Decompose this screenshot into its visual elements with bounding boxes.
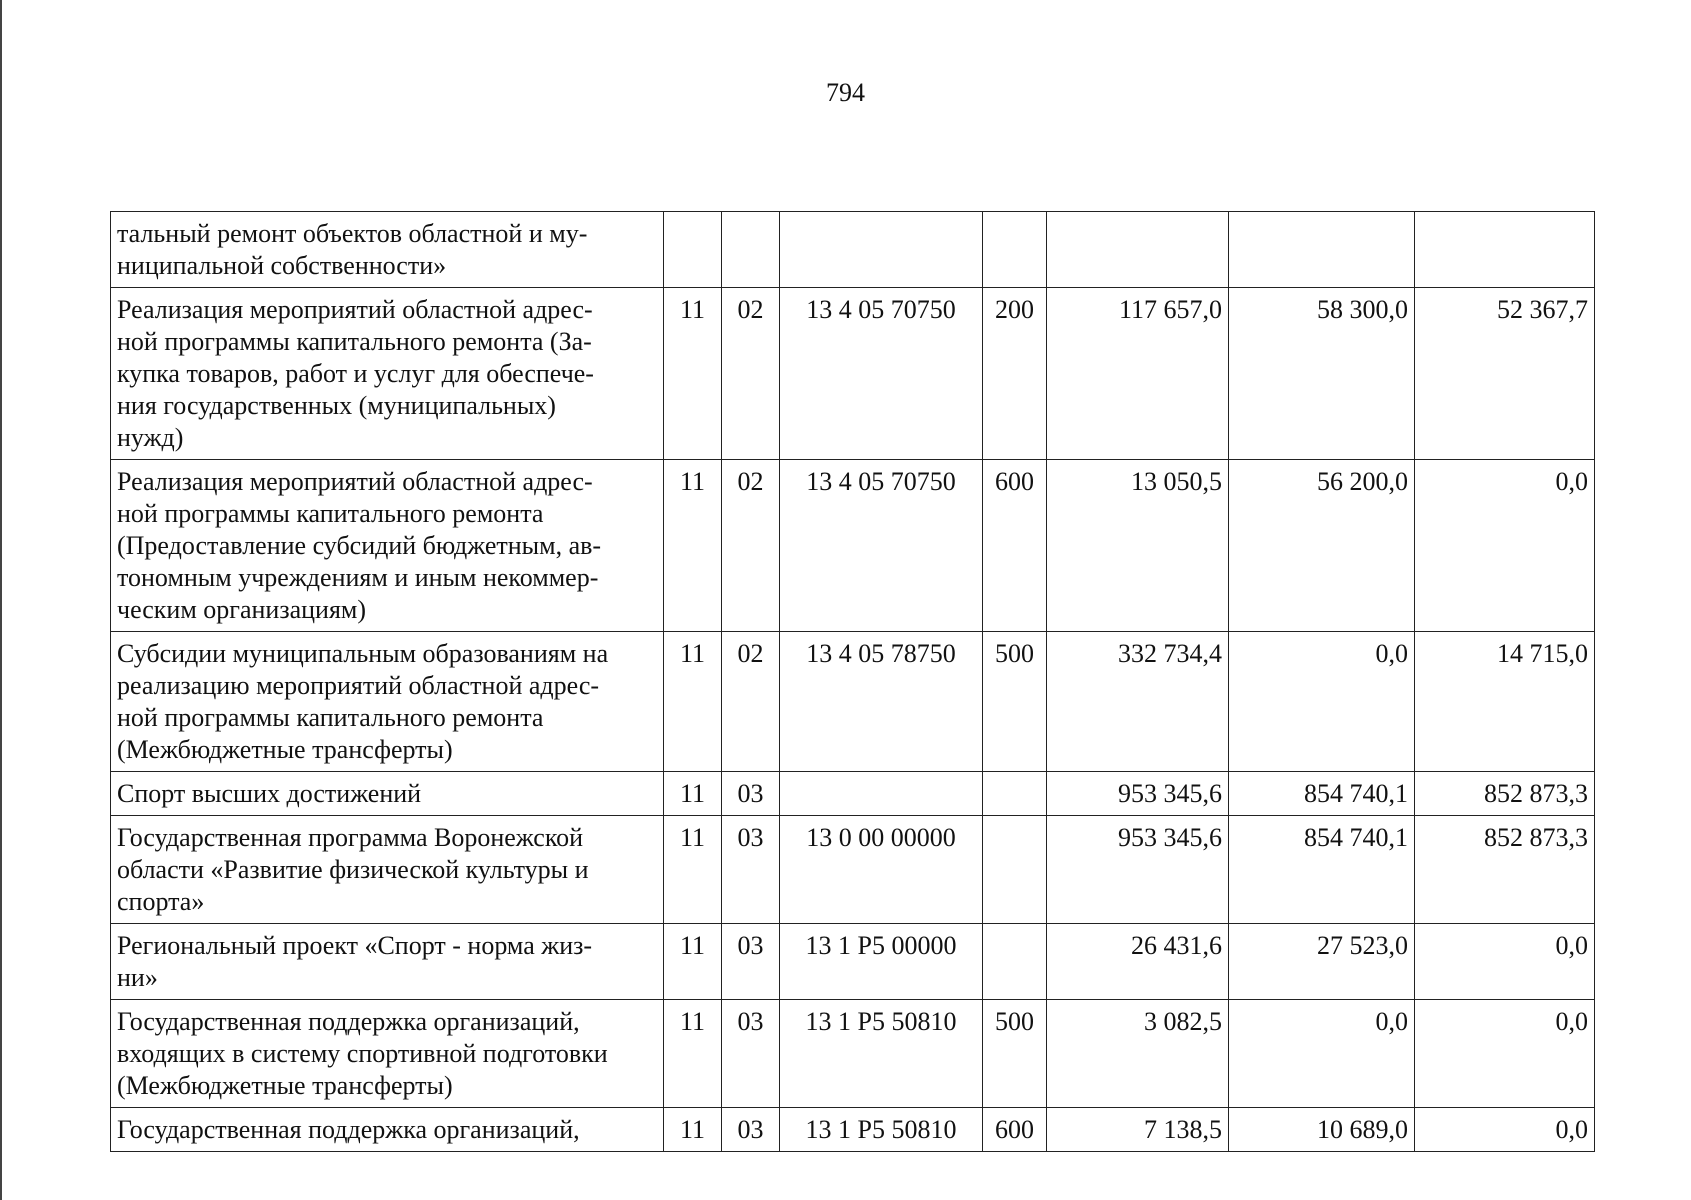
page-number: 794	[826, 78, 865, 107]
cell-target-article: 13 4 05 78750	[780, 632, 983, 772]
cell-expense-type: 500	[983, 1000, 1047, 1108]
cell-amount-year3: 852 873,3	[1415, 816, 1595, 924]
cell-subsection: 03	[722, 1000, 780, 1108]
cell-section: 11	[664, 1000, 722, 1108]
row-name-text: Государственная поддержка организаций,	[117, 1115, 580, 1144]
row-name-text: Реализация мероприятий областной адрес- ной программы капитального ремонта (Предоставление субсидий бюджетным, ав- тономным учреждениям и иным некоммер- ческим организациям)	[117, 467, 602, 624]
cell-target-article	[780, 772, 983, 816]
cell-target-article: 13 0 00 00000	[780, 816, 983, 924]
cell-expense-type	[983, 924, 1047, 1000]
cell-amount-year1: 332 734,4	[1047, 632, 1229, 772]
cell-target-article: 13 1 Р5 00000	[780, 924, 983, 1000]
cell-amount-year3: 14 715,0	[1415, 632, 1595, 772]
row-name-text: Спорт высших достижений	[117, 779, 422, 808]
cell-subsection: 02	[722, 632, 780, 772]
table-row	[111, 816, 1595, 924]
cell-name	[111, 816, 664, 924]
cell-target-article: 13 1 Р5 50810	[780, 1000, 983, 1108]
budget-table	[110, 211, 1595, 1152]
cell-amount-year3: 0,0	[1415, 1000, 1595, 1108]
cell-name	[111, 1108, 664, 1152]
cell-name	[111, 924, 664, 1000]
cell-expense-type: 500	[983, 632, 1047, 772]
row-name-text: Субсидии муниципальным образованиям на реализацию мероприятий областной адрес- ной программы капитального ремонта (Межбюджетные трансферты)	[117, 639, 609, 764]
row-name-text: Государственная программа Воронежской области «Развитие физической культуры и спорта»	[117, 823, 589, 916]
cell-name	[111, 212, 664, 288]
cell-amount-year3: 52 367,7	[1415, 288, 1595, 460]
cell-amount-year3: 852 873,3	[1415, 772, 1595, 816]
table-row	[111, 632, 1595, 772]
table-row	[111, 288, 1595, 460]
cell-target-article: 13 4 05 70750	[780, 288, 983, 460]
cell-expense-type: 600	[983, 1108, 1047, 1152]
cell-section: 11	[664, 632, 722, 772]
cell-target-article: 13 1 Р5 50810	[780, 1108, 983, 1152]
cell-subsection: 02	[722, 288, 780, 460]
cell-amount-year1: 13 050,5	[1047, 460, 1229, 632]
cell-amount-year2: 854 740,1	[1229, 816, 1415, 924]
cell-amount-year3: 0,0	[1415, 924, 1595, 1000]
cell-amount-year3: 0,0	[1415, 1108, 1595, 1152]
cell-subsection: 03	[722, 924, 780, 1000]
cell-amount-year2: 58 300,0	[1229, 288, 1415, 460]
cell-amount-year2: 56 200,0	[1229, 460, 1415, 632]
cell-section: 11	[664, 1108, 722, 1152]
cell-amount-year2: 0,0	[1229, 632, 1415, 772]
cell-section	[664, 212, 722, 288]
row-name-text: Государственная поддержка организаций, входящих в систему спортивной подготовки (Межбюджетные трансферты)	[117, 1007, 608, 1100]
row-name-text: Реализация мероприятий областной адрес- ной программы капитального ремонта (За- купка товаров, работ и услуг для обеспече- ния государственных (муниципальных) нужд)	[117, 295, 594, 452]
cell-amount-year1: 953 345,6	[1047, 772, 1229, 816]
cell-name	[111, 632, 664, 772]
cell-amount-year1: 7 138,5	[1047, 1108, 1229, 1152]
row-name-text: Региональный проект «Спорт - норма жиз- ни»	[117, 931, 593, 992]
cell-expense-type: 200	[983, 288, 1047, 460]
cell-subsection: 03	[722, 772, 780, 816]
cell-subsection	[722, 212, 780, 288]
cell-section: 11	[664, 816, 722, 924]
cell-section: 11	[664, 460, 722, 632]
row-name-text: тальный ремонт объектов областной и му- ниципальной собственности»	[117, 219, 588, 280]
scan-edge-line	[0, 0, 2, 1200]
table-row	[111, 1000, 1595, 1108]
cell-amount-year1: 953 345,6	[1047, 816, 1229, 924]
cell-amount-year1: 26 431,6	[1047, 924, 1229, 1000]
table-row	[111, 460, 1595, 632]
cell-amount-year1: 117 657,0	[1047, 288, 1229, 460]
cell-subsection: 02	[722, 460, 780, 632]
cell-amount-year1: 3 082,5	[1047, 1000, 1229, 1108]
cell-expense-type	[983, 816, 1047, 924]
table-row	[111, 212, 1595, 288]
cell-target-article: 13 4 05 70750	[780, 460, 983, 632]
table-row	[111, 1108, 1595, 1152]
cell-amount-year3	[1415, 212, 1595, 288]
table-row	[111, 772, 1595, 816]
cell-name	[111, 772, 664, 816]
table-body	[111, 212, 1595, 1152]
cell-amount-year3: 0,0	[1415, 460, 1595, 632]
cell-target-article	[780, 212, 983, 288]
cell-subsection: 03	[722, 816, 780, 924]
cell-expense-type	[983, 212, 1047, 288]
cell-section: 11	[664, 924, 722, 1000]
cell-amount-year2: 10 689,0	[1229, 1108, 1415, 1152]
cell-amount-year2: 27 523,0	[1229, 924, 1415, 1000]
cell-amount-year2: 854 740,1	[1229, 772, 1415, 816]
cell-amount-year2	[1229, 212, 1415, 288]
cell-section: 11	[664, 772, 722, 816]
cell-name	[111, 288, 664, 460]
table-row	[111, 924, 1595, 1000]
cell-amount-year1	[1047, 212, 1229, 288]
cell-amount-year2: 0,0	[1229, 1000, 1415, 1108]
cell-name	[111, 460, 664, 632]
cell-expense-type: 600	[983, 460, 1047, 632]
cell-subsection: 03	[722, 1108, 780, 1152]
cell-name	[111, 1000, 664, 1108]
cell-section: 11	[664, 288, 722, 460]
cell-expense-type	[983, 772, 1047, 816]
